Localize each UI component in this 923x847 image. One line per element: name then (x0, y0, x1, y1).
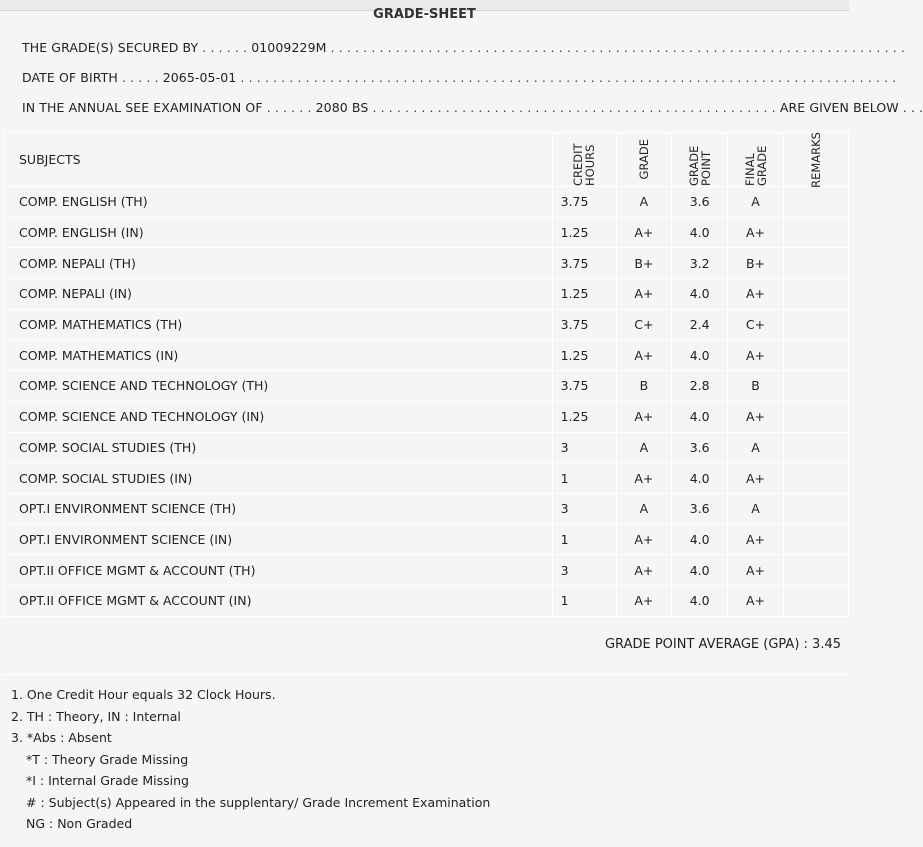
remarks-cell (783, 432, 848, 463)
credit-cell: 3 (552, 493, 616, 524)
credit-cell: 1.25 (552, 340, 616, 371)
subject-cell: COMP. MATHEMATICS (IN) (4, 340, 553, 371)
remarks-cell (783, 463, 848, 494)
grade-point-cell: 3.6 (672, 493, 728, 524)
final-grade-cell: A+ (728, 555, 784, 586)
credit-cell: 3.75 (552, 248, 616, 279)
exam-line: IN THE ANNUAL SEE EXAMINATION OF . . . . . . 2080 BS . . . . . . . . . . . . . . . . . . . . . . . . . . . . . . . . . . . . . . . . . . . . . . . . . . ARE GIVEN BELOW . . . (22, 100, 923, 115)
subject-cell: COMP. ENGLISH (TH) (4, 187, 553, 218)
remarks-cell (783, 493, 848, 524)
grade-point-cell: 4.0 (672, 555, 728, 586)
table-row (4, 401, 849, 432)
table-row (4, 524, 849, 555)
final-grade-cell: A (728, 187, 784, 218)
final-grade-cell: A+ (728, 463, 784, 494)
subject-cell: COMP. MATHEMATICS (TH) (4, 309, 553, 340)
final-grade-cell: A+ (728, 340, 784, 371)
final-grade-cell: A (728, 432, 784, 463)
table-row (4, 187, 849, 218)
secured-by-label: THE GRADE(S) SECURED BY (22, 40, 199, 55)
subject-cell: OPT.II OFFICE MGMT & ACCOUNT (TH) (4, 555, 553, 586)
header-final-grade-label: FINAL GRADE (742, 145, 769, 186)
table-row (4, 371, 849, 402)
subject-cell: COMP. NEPALI (TH) (4, 248, 553, 279)
remarks-cell (783, 555, 848, 586)
table-row (4, 463, 849, 494)
grade-point-cell: 4.0 (672, 217, 728, 248)
credit-cell: 3.75 (552, 187, 616, 218)
table-row (4, 585, 849, 616)
grade-cell: C+ (616, 309, 672, 340)
header-grade-point (672, 133, 728, 187)
remarks-cell (783, 340, 848, 371)
header-credit-hours-label: CREDIT HOURS (571, 143, 598, 186)
table-row (4, 309, 849, 340)
table-row (4, 493, 849, 524)
table-row (4, 217, 849, 248)
note-item: 1. One Credit Hour equals 32 Clock Hours. (11, 687, 276, 702)
header-subjects: SUBJECTS (4, 133, 553, 187)
final-grade-cell: A+ (728, 524, 784, 555)
credit-cell: 3.75 (552, 371, 616, 402)
grade-point-cell: 2.8 (672, 371, 728, 402)
credit-cell: 1.25 (552, 217, 616, 248)
subject-cell: OPT.I ENVIRONMENT SCIENCE (TH) (4, 493, 553, 524)
grade-cell: B+ (616, 248, 672, 279)
table-row (4, 279, 849, 310)
final-grade-cell: A+ (728, 585, 784, 616)
table-row (4, 555, 849, 586)
notes-section (11, 684, 490, 835)
subject-cell: OPT.I ENVIRONMENT SCIENCE (IN) (4, 524, 553, 555)
grade-point-cell: 4.0 (672, 524, 728, 555)
credit-cell: 1.25 (552, 401, 616, 432)
note-item: *I : Internal Grade Missing (26, 773, 189, 788)
exam-suffix: ARE GIVEN BELOW . . . (779, 100, 923, 115)
subject-cell: COMP. ENGLISH (IN) (4, 217, 553, 248)
credit-cell: 1 (552, 585, 616, 616)
dob-line: DATE OF BIRTH . . . . . 2065-05-01 . . . . . . . . . . . . . . . . . . . . . . . . . . . . . . . . . . . . . . . . . . . . . . . . . . . . . . . . . . . . . . . . . . . . . . . . . . . . . . . . . (22, 70, 897, 85)
exam-value: 2080 BS (315, 100, 369, 115)
sheet-title: GRADE-SHEET (373, 7, 476, 22)
header-grade-point-label: GRADE POINT (686, 145, 713, 186)
note-item: 3. *Abs : Absent (11, 730, 112, 745)
grade-cell: A+ (616, 340, 672, 371)
note-item: # : Subject(s) Appeared in the supplentary/ Grade Increment Examination (26, 794, 491, 810)
note-item: NG : Non Graded (26, 816, 133, 831)
grade-point-cell: 2.4 (672, 309, 728, 340)
final-grade-cell: A+ (728, 217, 784, 248)
exam-label: IN THE ANNUAL SEE EXAMINATION OF (22, 100, 263, 115)
credit-cell: 3 (552, 555, 616, 586)
table-header-row (4, 133, 849, 187)
subject-cell: COMP. SOCIAL STUDIES (TH) (4, 432, 553, 463)
remarks-cell (783, 217, 848, 248)
grade-cell: A+ (616, 555, 672, 586)
final-grade-cell: A+ (728, 279, 784, 310)
subject-cell: OPT.II OFFICE MGMT & ACCOUNT (IN) (4, 585, 553, 616)
grade-cell: A+ (616, 217, 672, 248)
gpa-value: 3.45 (812, 637, 841, 652)
grade-cell: A+ (616, 279, 672, 310)
secured-by-value: 01009229M (251, 40, 327, 55)
note-item: 2. TH : Theory, IN : Internal (11, 708, 181, 724)
dob-value: 2065-05-01 (162, 70, 237, 85)
grade-cell: A (616, 493, 672, 524)
grade-point-cell: 3.6 (672, 432, 728, 463)
subject-cell: COMP. SCIENCE AND TECHNOLOGY (IN) (4, 401, 553, 432)
remarks-cell (783, 279, 848, 310)
credit-cell: 3 (552, 432, 616, 463)
table-row (4, 340, 849, 371)
header-credit-hours (552, 133, 616, 187)
remarks-cell (783, 585, 848, 616)
remarks-cell (783, 309, 848, 340)
credit-cell: 1.25 (552, 279, 616, 310)
grade-point-cell: 4.0 (672, 585, 728, 616)
credit-cell: 1 (552, 463, 616, 494)
header-final-grade (728, 133, 784, 187)
final-grade-cell: B (728, 371, 784, 402)
final-grade-cell: B+ (728, 248, 784, 279)
secured-by-line: THE GRADE(S) SECURED BY . . . . . . 01009229M . . . . . . . . . . . . . . . . . . . . . . . . . . . . . . . . . . . . . . . . . . . . . . . . . . . . . . . . . . . . . . . . . . . . . . . (22, 40, 905, 55)
header-grade-label: GRADE (636, 139, 651, 180)
notes-divider (3, 674, 849, 675)
grade-point-cell: 3.6 (672, 187, 728, 218)
remarks-cell (783, 248, 848, 279)
grade-point-cell: 4.0 (672, 279, 728, 310)
subject-cell: COMP. SCIENCE AND TECHNOLOGY (TH) (4, 371, 553, 402)
grade-cell: A (616, 432, 672, 463)
grade-cell: A+ (616, 401, 672, 432)
credit-cell: 1 (552, 524, 616, 555)
dob-label: DATE OF BIRTH (22, 70, 118, 85)
grade-point-cell: 4.0 (672, 463, 728, 494)
grade-point-cell: 4.0 (672, 401, 728, 432)
grades-table (3, 132, 849, 617)
remarks-cell (783, 187, 848, 218)
grade-point-cell: 4.0 (672, 340, 728, 371)
subject-cell: COMP. NEPALI (IN) (4, 279, 553, 310)
header-grade (616, 133, 672, 187)
header-remarks-label: REMARKS (808, 131, 823, 188)
final-grade-cell: A+ (728, 401, 784, 432)
remarks-cell (783, 401, 848, 432)
credit-cell: 3.75 (552, 309, 616, 340)
subject-cell: COMP. SOCIAL STUDIES (IN) (4, 463, 553, 494)
grade-point-cell: 3.2 (672, 248, 728, 279)
note-item: *T : Theory Grade Missing (26, 751, 189, 767)
grade-cell: B (616, 371, 672, 402)
remarks-cell (783, 371, 848, 402)
grade-cell: A+ (616, 524, 672, 555)
gpa-label: GRADE POINT AVERAGE (GPA) : (604, 637, 808, 652)
grade-cell: A (616, 187, 672, 218)
table-row (4, 432, 849, 463)
final-grade-cell: A (728, 493, 784, 524)
header-remarks (783, 133, 848, 187)
table-row (4, 248, 849, 279)
grade-cell: A+ (616, 585, 672, 616)
remarks-cell (783, 524, 848, 555)
grade-cell: A+ (616, 463, 672, 494)
gpa-summary (605, 637, 841, 652)
final-grade-cell: C+ (728, 309, 784, 340)
